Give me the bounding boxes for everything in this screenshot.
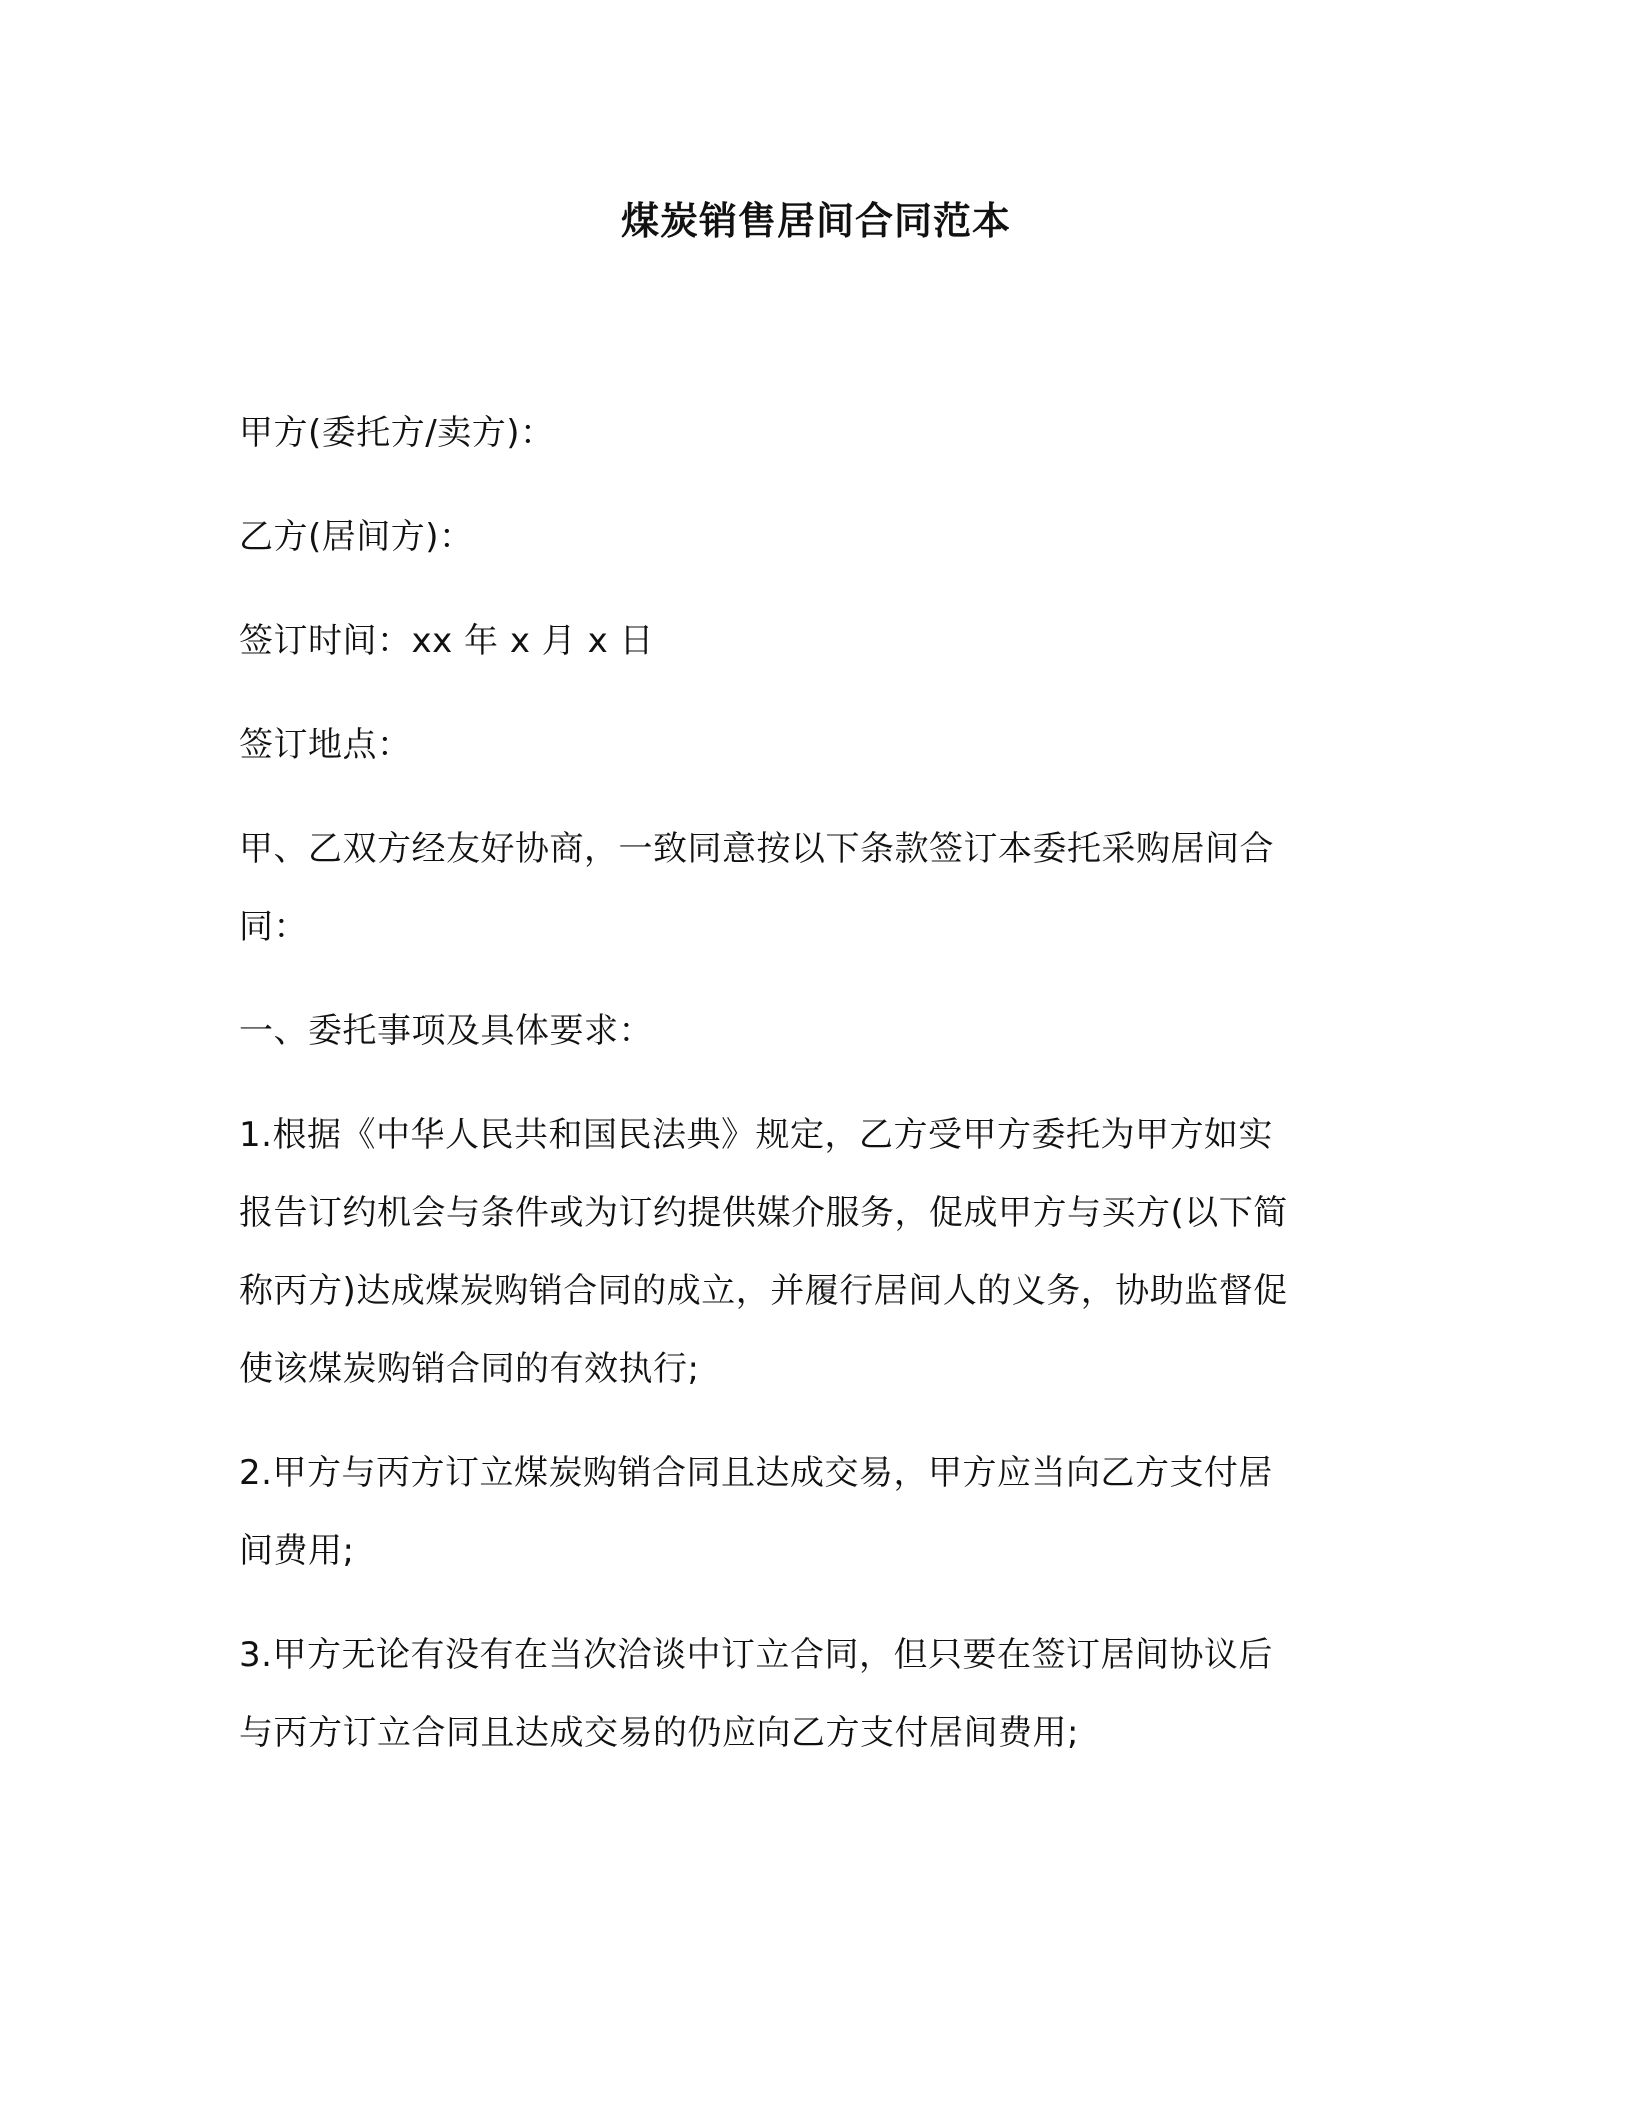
clause-1-line-2: 报告订约机会与条件或为订约提供媒介服务，促成甲方与买方(以下简 <box>239 1193 1288 1233</box>
clause-3-line-2: 与丙方订立合同且达成交易的仍应向乙方支付居间费用; <box>239 1713 1079 1753</box>
clause-3-line-1: 3.甲方无论有没有在当次洽谈中订立合同，但只要在签订居间协议后 <box>239 1635 1273 1675</box>
intro-paragraph-line-1: 甲、乙双方经友好协商，一致同意按以下条款签订本委托采购居间合 <box>239 829 1274 869</box>
clause-1-line-4: 使该煤炭购销合同的有效执行; <box>239 1349 700 1389</box>
document-title: 煤炭销售居间合同范本 <box>620 199 1011 243</box>
intro-paragraph-line-2: 同： <box>239 907 308 947</box>
clause-1-line-3: 称丙方)达成煤炭购销合同的成立，并履行居间人的义务，协助监督促 <box>239 1271 1288 1311</box>
signing-place-line: 签订地点： <box>239 725 412 765</box>
party-a-line: 甲方(委托方/卖方)： <box>239 413 555 453</box>
clause-1-line-1: 1.根据《中华人民共和国民法典》规定，乙方受甲方委托为甲方如实 <box>239 1115 1273 1155</box>
signing-date-line: 签订时间：xx 年 x 月 x 日 <box>239 621 655 661</box>
section-heading: 一、委托事项及具体要求： <box>239 1011 653 1051</box>
party-b-line: 乙方(居间方)： <box>239 517 474 557</box>
clause-2-line-2: 间费用; <box>239 1531 355 1571</box>
clause-2-line-1: 2.甲方与丙方订立煤炭购销合同且达成交易，甲方应当向乙方支付居 <box>239 1453 1273 1493</box>
